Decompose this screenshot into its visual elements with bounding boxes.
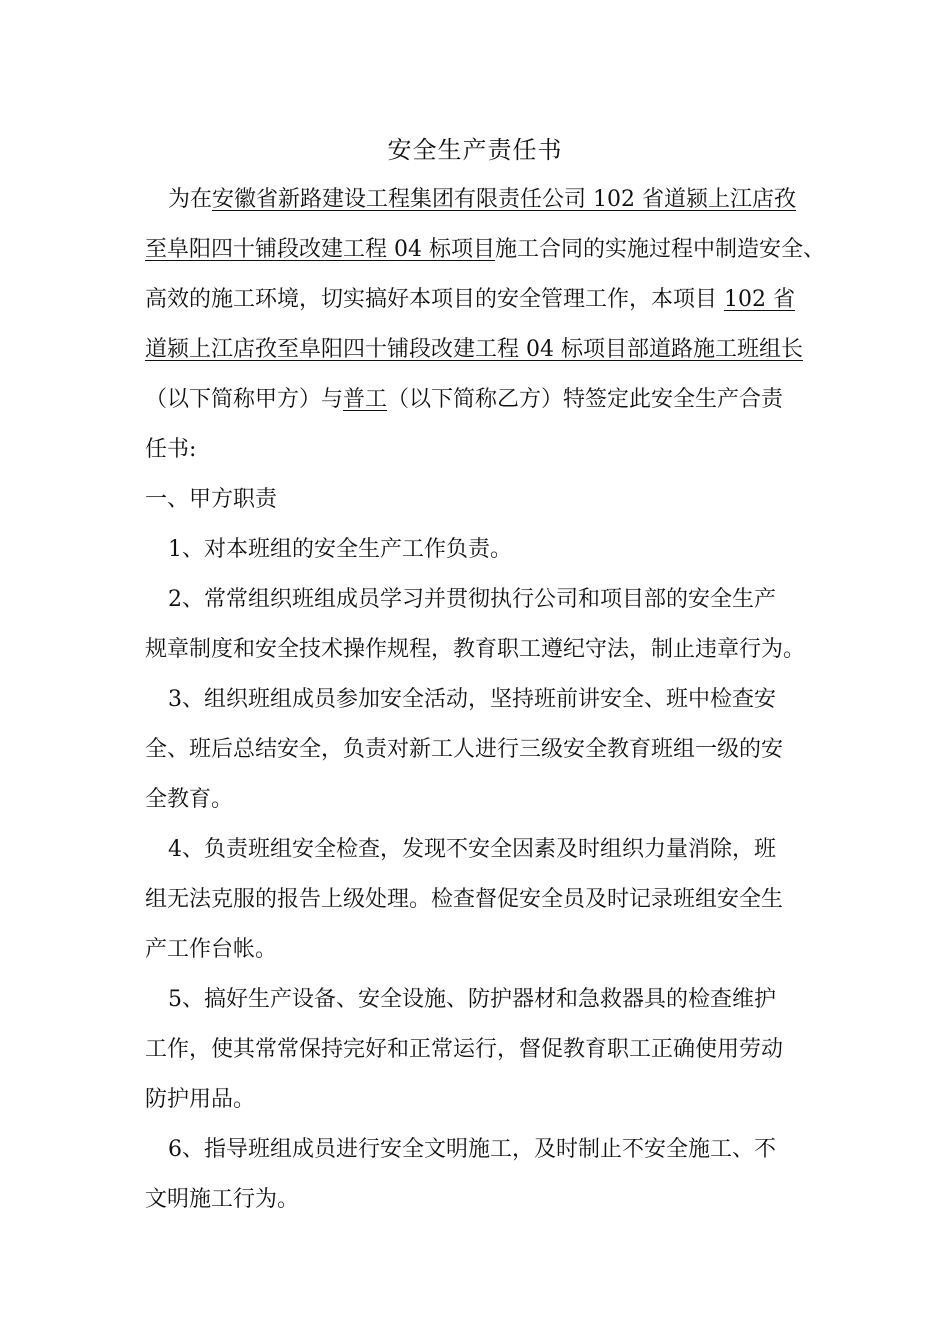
- intro-text: 为在: [168, 187, 213, 212]
- duty-item-line: 防护用品。: [145, 1087, 256, 1112]
- duty-item-line: 4、负责班组安全检查，发现不安全因素及时组织力量消除，班: [168, 837, 776, 862]
- document-title: 安全生产责任书: [387, 136, 563, 164]
- duty-item-line: 2、常常组织班组成员学习并贯彻执行公司和项目部的安全生产: [168, 587, 776, 612]
- intro-text: （以下简称乙方）特签定此安全生产合责: [387, 387, 784, 412]
- duty-item-line: 全、班后总结安全，负责对新工人进行三级安全教育班组一级的安: [145, 737, 784, 762]
- intro-text: 高效的施工环境，切实搞好本项目的安全管理工作，本项目: [145, 287, 724, 312]
- intro-text: 施工合同的实施过程中制造安全、: [494, 237, 825, 262]
- project-dept-name: 102 省: [724, 287, 795, 312]
- intro-line-4: [145, 330, 803, 370]
- duty-item-line: 文明施工行为。: [145, 1187, 300, 1212]
- worker-role: 普工: [343, 387, 388, 412]
- section-heading: 一、甲方职责: [145, 487, 278, 512]
- duty-item-line: 产工作台帐。: [145, 937, 278, 962]
- company-project-name: 安徽省新路建设工程集团有限责任公司 102 省道颍上江店孜: [212, 187, 796, 212]
- duty-item-line: 6、指导班组成员进行安全文明施工，及时制止不安全施工、不: [168, 1137, 776, 1162]
- duty-item-line: 1、对本班组的安全生产工作负责。: [168, 537, 512, 562]
- intro-line-2: [145, 230, 825, 270]
- duty-item-line: 规章制度和安全技术操作规程，教育职工遵纪守法，制止违章行为。: [145, 637, 806, 662]
- intro-line-6: 任书:: [145, 437, 197, 462]
- intro-line-5: [145, 380, 783, 420]
- intro-line-3: [145, 280, 795, 320]
- duty-item-line: 3、组织班组成员参加安全活动，坚持班前讲安全、班中检查安: [168, 687, 776, 712]
- project-dept-name-cont: 道颍上江店孜至阜阳四十铺段改建工程 04 标项目部道路施工班组长: [145, 337, 803, 362]
- duty-item-line: 工作，使其常常保持完好和正常运行，督促教育职工正确使用劳动: [145, 1037, 784, 1062]
- duty-item-line: 5、搞好生产设备、安全设施、防护器材和急救器具的检查维护: [168, 987, 776, 1012]
- duty-item-line: 组无法克服的报告上级处理。检查督促安全员及时记录班组安全生: [145, 887, 784, 912]
- company-project-name-cont: 至阜阳四十铺段改建工程 04 标项目: [145, 237, 495, 262]
- duty-item-line: 全教育。: [145, 787, 234, 812]
- intro-line-1: [168, 180, 796, 220]
- intro-text: （以下简称甲方）与: [145, 387, 344, 412]
